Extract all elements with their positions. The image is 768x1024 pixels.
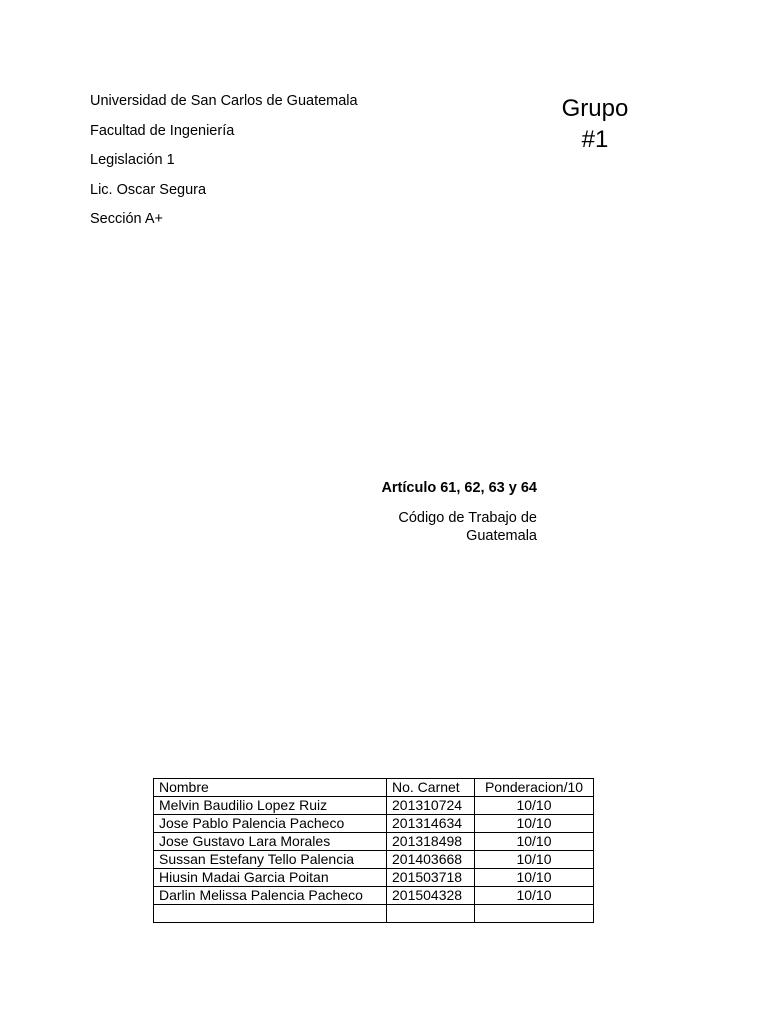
cell-nombre: Jose Gustavo Lara Morales (154, 833, 387, 851)
article-block (367, 479, 537, 545)
group-label: Grupo (561, 95, 629, 122)
cell-carnet: 201318498 (387, 833, 475, 851)
table-row (154, 797, 594, 815)
group-title (545, 93, 645, 155)
header-cell-carnet: No. Carnet (387, 779, 475, 797)
cell-ponderacion: 10/10 (475, 815, 594, 833)
cell-carnet: 201314634 (387, 815, 475, 833)
cell-carnet: 201504328 (387, 887, 475, 905)
members-table (153, 778, 594, 923)
header-cell-nombre: Nombre (154, 779, 387, 797)
table-row (154, 815, 594, 833)
cell-nombre: Hiusin Madai Garcia Poitan (154, 869, 387, 887)
cell-carnet: 201310724 (387, 797, 475, 815)
cell-ponderacion: 10/10 (475, 851, 594, 869)
table-row-empty (154, 905, 594, 923)
university-name: Universidad de San Carlos de Guatemala (90, 93, 358, 109)
table-row (154, 833, 594, 851)
cell-ponderacion: 10/10 (475, 797, 594, 815)
group-number: #1 (581, 126, 609, 153)
article-subtitle: Código de Trabajo de Guatemala (398, 510, 537, 544)
faculty-name: Facultad de Ingeniería (90, 122, 235, 139)
institution-header (90, 92, 358, 240)
cell-ponderacion: 10/10 (475, 887, 594, 905)
cell-ponderacion: 10/10 (475, 833, 594, 851)
cell-nombre (154, 905, 387, 923)
cell-carnet: 201503718 (387, 869, 475, 887)
article-title: Artículo 61, 62, 63 y 64 (381, 480, 537, 496)
header-cell-ponderacion: Ponderacion/10 (475, 779, 594, 797)
instructor-name: Lic. Oscar Segura (90, 181, 207, 198)
cell-nombre: Darlin Melissa Palencia Pacheco (154, 887, 387, 905)
table-row (154, 851, 594, 869)
cell-nombre: Jose Pablo Palencia Pacheco (154, 815, 387, 833)
cell-nombre: Sussan Estefany Tello Palencia (154, 851, 387, 869)
cell-ponderacion (475, 905, 594, 923)
course-name: Legislación 1 (90, 152, 175, 168)
table-header-row (154, 779, 594, 797)
cell-carnet: 201403668 (387, 851, 475, 869)
table-row (154, 887, 594, 905)
cell-carnet (387, 905, 475, 923)
cell-nombre: Melvin Baudilio Lopez Ruiz (154, 797, 387, 815)
section-name: Sección A+ (90, 211, 163, 227)
cell-ponderacion: 10/10 (475, 869, 594, 887)
table-row (154, 869, 594, 887)
